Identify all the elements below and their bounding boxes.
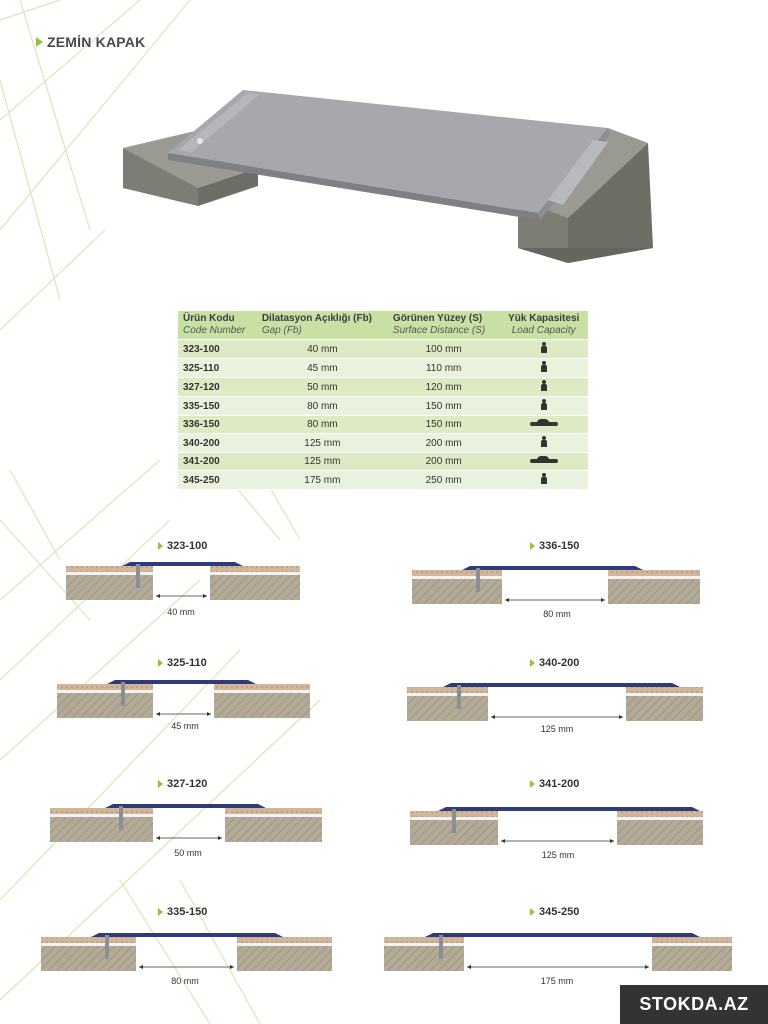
cover-profile [107,680,256,684]
dimension-arrow [218,836,222,840]
right-floor-tile [608,570,700,576]
cell-gap: 80 mm [257,416,388,434]
left-concrete-block [41,945,136,971]
dimension-arrow [203,594,207,598]
right-concrete-block [225,816,322,842]
left-floor-tile [407,687,488,693]
dimension-arrow [601,598,605,602]
right-floor-tile [652,937,732,943]
cell-surface: 110 mm [388,359,500,378]
cell-gap: 50 mm [257,378,388,397]
cell-surface: 120 mm [388,378,500,397]
section-345 [384,933,732,971]
left-concrete-block [384,945,464,971]
left-screed-line [384,943,464,946]
right-floor-tile [210,566,300,572]
right-concrete-block [608,578,700,604]
cell-code: 335-150 [178,397,257,416]
left-floor-tile [384,937,464,943]
left-screed-line [407,693,488,696]
right-concrete-block [237,945,332,971]
left-screed-line [50,814,153,817]
cover-profile [462,566,643,570]
anchor-screw [457,685,461,709]
header-load-en: Load Capacity [511,325,576,336]
section-327 [50,804,322,842]
anchor-screw [452,809,456,833]
anchor-screw [136,564,140,588]
cell-code: 336-150 [178,416,257,434]
dimension-arrow [501,839,505,843]
cell-surface: 200 mm [388,453,500,471]
right-concrete-block [652,945,732,971]
header-code-en: Code Number [183,325,246,336]
left-floor-tile [57,684,153,690]
right-screed-line [237,943,332,946]
cell-code: 327-120 [178,378,257,397]
detail-title-text: 341-200 [539,778,580,790]
right-concrete-block [214,692,310,718]
detail-title-text: 345-250 [539,906,580,918]
cell-gap: 45 mm [257,359,388,378]
anchor-screw [476,568,480,592]
dimension-arrow [156,594,160,598]
left-floor-tile [41,937,136,943]
cover-profile [91,933,283,937]
dimension-arrow [619,715,623,719]
left-concrete-block [412,578,502,604]
cell-code: 323-100 [178,340,257,359]
right-floor-tile [214,684,310,690]
gap-label-335: 80 mm [171,976,199,986]
cell-code: 341-200 [178,453,257,471]
cover-profile [122,562,243,566]
gap-label-323: 40 mm [167,607,195,617]
section-340 [407,683,703,721]
right-floor-tile [617,811,703,817]
gap-label-325: 45 mm [171,721,199,731]
watermark: STOKDA.AZ [620,985,768,1024]
header-surface-en: Surface Distance (S) [392,325,486,336]
cell-gap: 40 mm [257,340,388,359]
dimension-arrow [491,715,495,719]
section-323 [66,562,300,600]
dimension-arrow [467,965,471,969]
right-screed-line [626,693,703,696]
right-floor-tile [225,808,322,814]
cell-code: 345-250 [178,471,257,490]
cell-gap: 175 mm [257,471,388,490]
cell-surface: 200 mm [388,434,500,453]
detail-title-text: 340-200 [539,657,580,669]
gap-label-341: 125 mm [541,850,575,860]
cell-surface: 150 mm [388,416,500,434]
cover-profile [438,807,700,811]
left-screed-line [41,943,136,946]
dimension-arrow [230,965,234,969]
detail-title-text: 323-100 [167,540,208,552]
left-screed-line [57,690,153,693]
left-screed-line [412,576,502,579]
right-concrete-block [210,574,300,600]
gap-label-327: 50 mm [174,848,202,858]
anchor-screw [121,682,125,706]
detail-title-text: 327-120 [167,778,208,790]
section-336 [412,566,700,604]
header-load-tr: Yük Kapasitesi [508,313,580,324]
cover-profile [425,933,700,937]
cell-gap: 80 mm [257,397,388,416]
cover-profile [105,804,266,808]
section-341 [410,807,703,845]
header-gap-tr: Dilatasyon Açıklığı (Fb) [261,313,373,324]
right-floor-tile [237,937,332,943]
left-concrete-block [50,816,153,842]
left-concrete-block [407,695,488,721]
dimension-arrow [207,712,211,716]
dimension-arrow [156,712,160,716]
header-gap-en: Gap (Fb) [261,325,302,336]
right-screed-line [214,690,310,693]
left-concrete-block [57,692,153,718]
left-floor-tile [412,570,502,576]
cover-profile [443,683,680,687]
gap-label-336: 80 mm [543,609,571,619]
right-concrete-block [626,695,703,721]
cell-gap: 125 mm [257,453,388,471]
anchor-screw [119,806,123,830]
detail-title-text: 335-150 [167,906,208,918]
right-floor-tile [626,687,703,693]
section-335 [41,933,332,971]
right-screed-line [210,572,300,575]
cell-surface: 250 mm [388,471,500,490]
right-screed-line [608,576,700,579]
dimension-arrow [156,836,160,840]
right-concrete-block [617,819,703,845]
detail-title-text: 336-150 [539,540,580,552]
detail-title-text: 325-110 [167,657,207,669]
right-screed-line [617,817,703,820]
dimension-arrow [505,598,509,602]
cell-code: 340-200 [178,434,257,453]
dimension-arrow [610,839,614,843]
anchor-screw [105,935,109,959]
right-screed-line [225,814,322,817]
cell-gap: 125 mm [257,434,388,453]
cell-surface: 150 mm [388,397,500,416]
cell-code: 325-110 [178,359,257,378]
header-surface-tr: Görünen Yüzey (S) [392,313,483,324]
right-screed-line [652,943,732,946]
gap-label-345: 175 mm [540,976,574,986]
header-code-tr: Ürün Kodu [183,313,235,324]
dimension-arrow [645,965,649,969]
left-floor-tile [50,808,153,814]
gap-label-340: 125 mm [540,724,574,734]
dimension-arrow [139,965,143,969]
cell-surface: 100 mm [388,340,500,359]
page-title: ZEMİN KAPAK [47,34,146,50]
anchor-screw [439,935,443,959]
section-325 [57,680,310,718]
